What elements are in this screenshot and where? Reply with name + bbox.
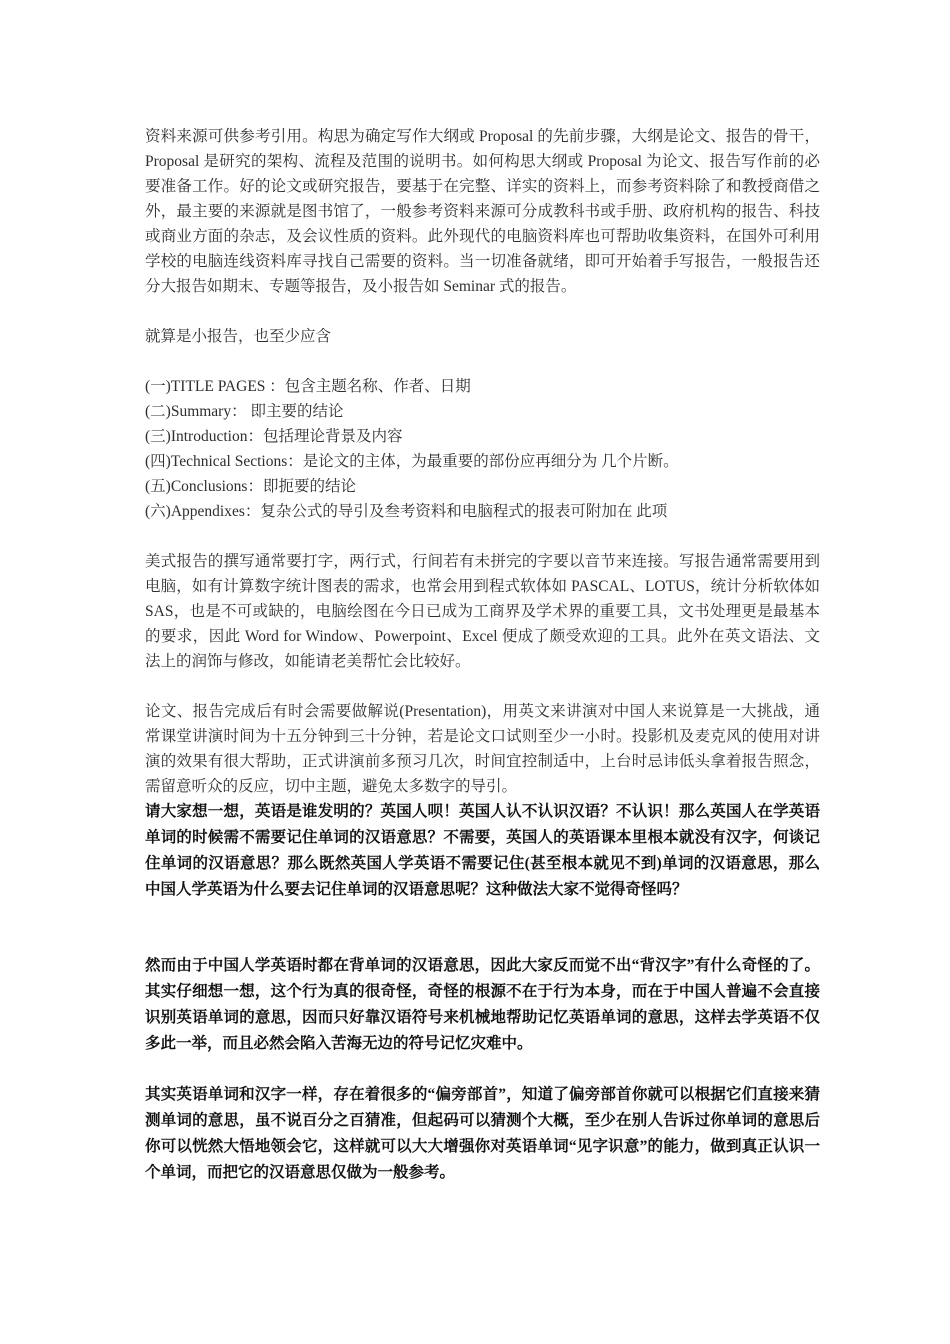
- paragraph-gap: [145, 524, 820, 549]
- list-item: (五)Conclusions：即扼要的结论: [145, 478, 356, 495]
- bold-paragraph-word-roots: 其实英语单词和汉字一样，存在着很多的“偏旁部首”，知道了偏旁部首你就可以根据它们直接来猜测单词的意思，虽不说百分之百猜准，但起码可以猜测个大概，至少在别人告诉过你单词的意思后你可以恍然大悟地领会它，这样就可以大大增强你对英语单词“见字识意”的能力，做到真正认识一个单词，而把它的汉语意思仅做为一般参考。: [145, 1086, 820, 1181]
- list-item: (一)TITLE PAGES ：包含主题名称、作者、日期: [145, 378, 471, 395]
- paragraph-gap: [145, 1057, 820, 1082]
- bold-paragraph-english-question: 请大家想一想，英语是谁发明的？英国人呗！英国人认不认识汉语？不认识！那么英国人在学英语单词的时候需不需要记住单词的汉语意思？不需要，英国人的英语课本里根本就没有汉字，何谈记住单词的汉语意思？那么既然英国人学英语不需要记住(甚至根本就见不到)单词的汉语意思，那么中国人学英语为什么要去记住单词的汉语意思呢？这种做法大家不觉得奇怪吗？: [145, 803, 820, 898]
- paragraph-gap: [145, 299, 820, 324]
- paragraph-gap: [145, 674, 820, 699]
- list-item: (六)Appendixes：复杂公式的导引及叁考资料和电脑程式的报表可附加在 此项: [145, 503, 668, 520]
- document-page: [145, 124, 820, 1186]
- list-item: (二)Summary： 即主要的结论: [145, 403, 344, 420]
- bold-paragraph-memorization: 然而由于中国人学英语时都在背单词的汉语意思，因此大家反而觉不出“背汉字”有什么奇怪的了。其实仔细想一想，这个行为真的很奇怪，奇怪的根源不在于行为本身，而在于中国人普遍不会直接识别英语单词的意思，因而只好靠汉语符号来机械地帮助记忆英语单词的意思，这样去学英语不仅多此一举，而且必然会陷入苦海无边的符号记忆灾难中。: [145, 957, 820, 1052]
- list-item: (四)Technical Sections：是论文的主体，为最重要的部份应再细分为 几个片断。: [145, 453, 679, 470]
- paragraph-report-contents-intro: 就算是小报告，也至少应含: [145, 328, 332, 345]
- paragraph-presentation: 论文、报告完成后有时会需要做解说(Presentation)，用英文来讲演对中国人来说算是一大挑战，通常课堂讲演时间为十五分钟到三十分钟，若是论文口试则至少一小时。投影机及麦克风的使用对讲演的效果有很大帮助，正式讲演前多预习几次，时间宜控制适中，上台时忌讳低头拿着报告照念，需留意听众的反应，切中主题，避免太多数字的导引。: [145, 703, 820, 795]
- paragraph-american-report-writing: 美式报告的撰写通常要打字，两行式，行间若有未拼完的字要以音节来连接。写报告通常需要用到电脑，如有计算数字统计图表的需求，也常会用到程式软体如 PASCAL、LOTUS，统计分析软体如 SAS，也是不可或缺的，电脑绘图在今日已成为工商界及学术界的重要工具，文书处理更是最基本的要求，因此 Word for Window、Powerpoint、Excel 便成了颇受欢迎的工具。此外在英文语法、文法上的润饰与修改，如能请老美帮忙会比较好。: [145, 553, 820, 670]
- list-item: (三)Introduction：包括理论背景及内容: [145, 428, 403, 445]
- paragraph-research-preparation: 资料来源可供参考引用。构思为确定写作大纲或 Proposal 的先前步骤，大纲是论文、报告的骨干，Proposal 是研究的架构、流程及范围的说明书。如何构思大纲或 Proposal 为论文、报告写作前的必要准备工作。好的论文或研究报告，要基于在完整、详实的资料上，而参考资料除了和教授商借之外，最主要的来源就是图书馆了，一般参考资料来源可分成教科书或手册、政府机构的报告、科技或商业方面的杂志，及会议性质的资料。此外现代的电脑资料库也可帮助收集资料，在国外可利用学校的电脑连线资料库寻找自己需要的资料。当一切准备就绪，即可开始着手写报告，一般报告还分大报告如期末、专题等报告，及小报告如 Seminar 式的报告。: [145, 128, 820, 295]
- paragraph-gap: [145, 903, 820, 953]
- paragraph-gap: [145, 349, 820, 374]
- report-sections-list: [145, 374, 820, 524]
